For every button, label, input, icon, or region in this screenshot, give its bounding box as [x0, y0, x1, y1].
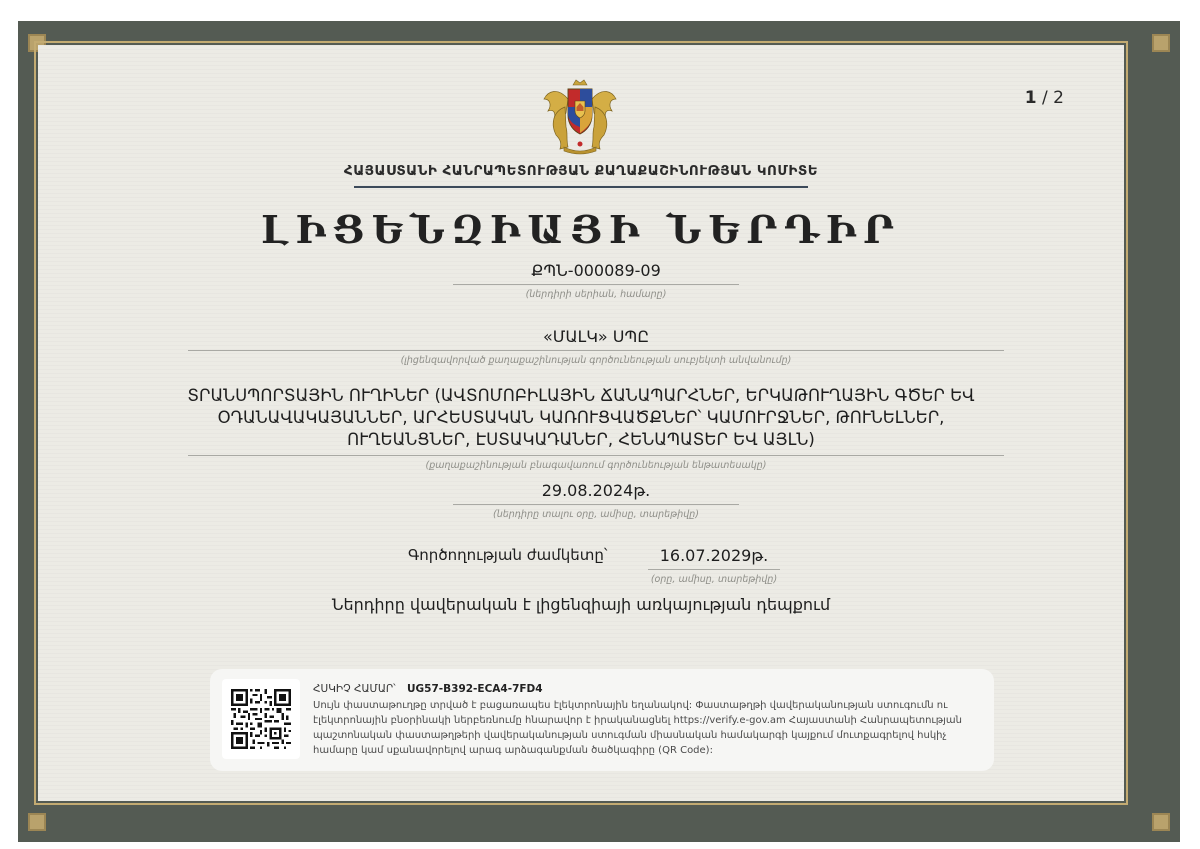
validity-hint: (օրը, ամիսը, տարեթիվը)	[650, 574, 778, 585]
qr-code-icon[interactable]	[231, 689, 291, 749]
certificate-paper	[38, 45, 1124, 801]
page-total: 2	[1053, 88, 1064, 108]
page-separator: /	[1042, 88, 1048, 108]
corner-ornament	[1152, 34, 1170, 52]
validity-date: 16.07.2029թ.	[659, 546, 769, 565]
issue-date-hint: (ներդիրը տալու օրը, ամիսը, տարեթիվը)	[492, 509, 699, 520]
series-underline	[453, 284, 739, 285]
validity-note: Ներդիրը վավերական է լիցենզիայի առկայության դեպքում	[331, 595, 831, 614]
verification-label: ՀՍԿԻՉ ՀԱՄԱՐ՝	[313, 683, 396, 695]
corner-ornament	[28, 813, 46, 831]
entity-hint: (լիցենզավորված քաղաքաշինության գործունեության սուբյեկտի անվանումը)	[400, 355, 792, 366]
entity-underline	[188, 350, 1004, 351]
entity-name: «ՄԱԼԿ» ՍՊԸ	[542, 327, 650, 346]
activity-underline	[188, 455, 1004, 456]
committee-divider	[354, 186, 808, 188]
verification-box	[210, 669, 994, 771]
verification-code: UG57-B392-ECA4-7FD4	[407, 683, 543, 695]
corner-ornament	[1152, 813, 1170, 831]
issue-date-underline	[453, 504, 739, 505]
document-title: ԼԻՑԵՆԶԻԱՅԻ ՆԵՐԴԻՐ	[261, 207, 901, 252]
activity-hint: (քաղաքաշինության բնագավառում գործունեության ենթատեսակը)	[425, 460, 767, 471]
issue-date: 29.08.2024թ.	[541, 481, 651, 500]
series-hint: (ներդիրի սերիան, համարը)	[525, 289, 667, 300]
page-current: 1	[1024, 88, 1037, 108]
armenia-coat-of-arms-icon	[540, 77, 620, 157]
page-indicator	[1025, 88, 1064, 108]
committee-name: ՀԱՅԱՍՏԱՆԻ ՀԱՆՐԱՊԵՏՈՒԹՅԱՆ ՔԱՂԱՔԱՇԻՆՈՒԹՅԱՆ ԿՈՄԻՏԵ	[343, 163, 819, 179]
verification-header	[313, 683, 543, 695]
validity-underline	[648, 569, 780, 570]
qr-code-container[interactable]	[222, 679, 300, 759]
series-number: ՔՊՆ-000089-09	[531, 261, 661, 280]
validity-label: Գործողության ժամկետը՝	[408, 546, 608, 564]
verification-text: Սույն փաստաթուղթը տրված է բացառապես էլեկտրոնային եղանակով: Փաստաթղթի վավերականության ստուգումն ու էլեկտրոնային բնօրինակի ներբեռնումը հնարավոր է իրականացնել https://verify.e-gov.am Հայաստանի Հանրապետության պաշտոնական փաստաթղթերի վավերականության ստուգման միասնական համակարգի կայքում մուտքագրելով հսկիչ համարը կամ սքանավորելով արագ արձագանքման ծածկագիրը (QR Code):	[313, 700, 962, 756]
activity-type: ՏՐԱՆՍՊՈՐՏԱՅԻՆ ՈՒՂԻՆԵՐ (ԱՎՏՈՄՈԲԻԼԱՅԻՆ ՃԱՆԱՊԱՐՀՆԵՐ, ԵՐԿԱԹՈՒՂԱՅԻՆ ԳԾԵՐ ԵՎ ՕԴԱՆԱՎԱԿԱՅԱՆՆԵՐ, ԱՐՀԵՍՏԱԿԱՆ ԿԱՌՈՒՑՎԱԾՔՆԵՐ՝ ԿԱՄՈՒՐՋՆԵՐ, ԹՈՒՆԵԼՆԵՐ, ՈՒՂԵԱՆՑՆԵՐ, ԷՍՏԱԿԱԴԱՆԵՐ, ՀԵՆԱՊԱՏԵՐ ԵՎ ԱՅԼՆ)	[187, 386, 975, 449]
